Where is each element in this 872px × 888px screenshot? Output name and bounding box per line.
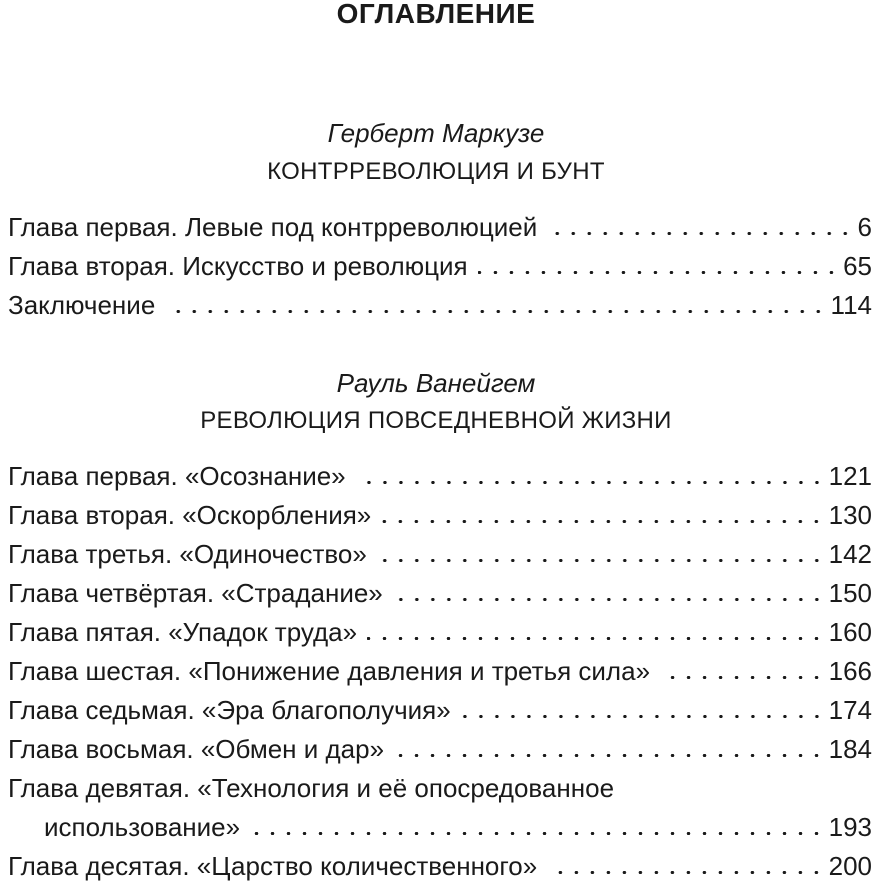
toc-entry-label-continuation: использование» [44,812,241,842]
toc-entry-label: Глава седьмая. «Эра благополучия» [8,695,451,725]
toc-entry-page: 150 [828,578,872,608]
toc-entry[interactable] [8,615,872,649]
toc-entry[interactable] [8,732,872,766]
toc-entry-page: 174 [828,695,872,725]
toc-entry-label: Глава десятая. «Царство количественного» [8,851,538,881]
toc-entry-continuation [44,810,872,844]
toc-entry[interactable] [8,693,872,727]
dot-leader [547,232,853,235]
toc-entry-page: 184 [828,734,872,764]
toc-entry[interactable] [8,576,872,610]
dot-leader [547,871,824,874]
toc-entry-label: Заключение [8,290,156,320]
toc-entry[interactable] [8,849,872,883]
dot-leader [250,832,825,835]
toc-entry[interactable] [8,249,872,283]
toc-entry[interactable] [8,210,872,244]
toc-entry[interactable] [8,654,872,688]
toc-entry-label: Глава пятая. «Упадок труда» [8,617,358,647]
toc-entry-label: Глава вторая. «Оскорбления» [8,500,372,530]
dot-leader [660,676,825,679]
toc-entry-page: 166 [828,656,872,686]
dot-leader [377,559,825,562]
toc-entry[interactable] [8,459,872,493]
section-author: Рауль Ванейгем [336,368,536,398]
dot-leader [394,754,825,757]
toc-entry-page: 193 [828,812,872,842]
toc-entry-label: Глава девятая. «Технология и её опосредованное [8,773,615,803]
dot-leader [367,637,825,640]
toc-entry-page: 65 [843,251,872,281]
toc-entry-page: 121 [828,461,872,491]
toc-entry-label: Глава шестая. «Понижение давления и третья сила» [8,656,651,686]
toc-entry[interactable] [8,537,872,571]
toc-entry-label: Глава третья. «Одиночество» [8,539,367,569]
dot-leader [165,310,826,313]
dot-leader [461,715,825,718]
section-work-title: КОНТРРЕВОЛЮЦИЯ И БУНТ [267,158,605,185]
toc-entry-label: Глава вторая. Искусство и революция [8,251,468,281]
section-author: Герберт Маркузе [327,118,545,148]
section-work-title: РЕВОЛЮЦИЯ ПОВСЕДНЕВНОЙ ЖИЗНИ [200,407,672,434]
toc-entry-page: 142 [828,539,872,569]
toc-entry-label: Глава восьмая. «Обмен и дар» [8,734,385,764]
dot-leader [356,481,825,484]
dot-leader [478,271,839,274]
toc-entry[interactable] [8,288,872,322]
toc-entry-page: 160 [828,617,872,647]
toc-entry-page: 114 [830,290,872,320]
toc-entry-page: 130 [828,500,872,530]
toc-entry-label: Глава первая. Левые под контрреволюцией [8,212,538,242]
toc-entry[interactable] [8,498,872,532]
toc-entry-page: 6 [857,212,872,242]
toc-entry-label: Глава первая. «Осознание» [8,461,346,491]
page-title: ОГЛАВЛЕНИЕ [336,0,536,29]
toc-entry-page: 200 [828,851,872,881]
dot-leader [393,598,825,601]
toc-entry-label: Глава четвёртая. «Страдание» [8,578,383,608]
dot-leader [381,520,824,523]
